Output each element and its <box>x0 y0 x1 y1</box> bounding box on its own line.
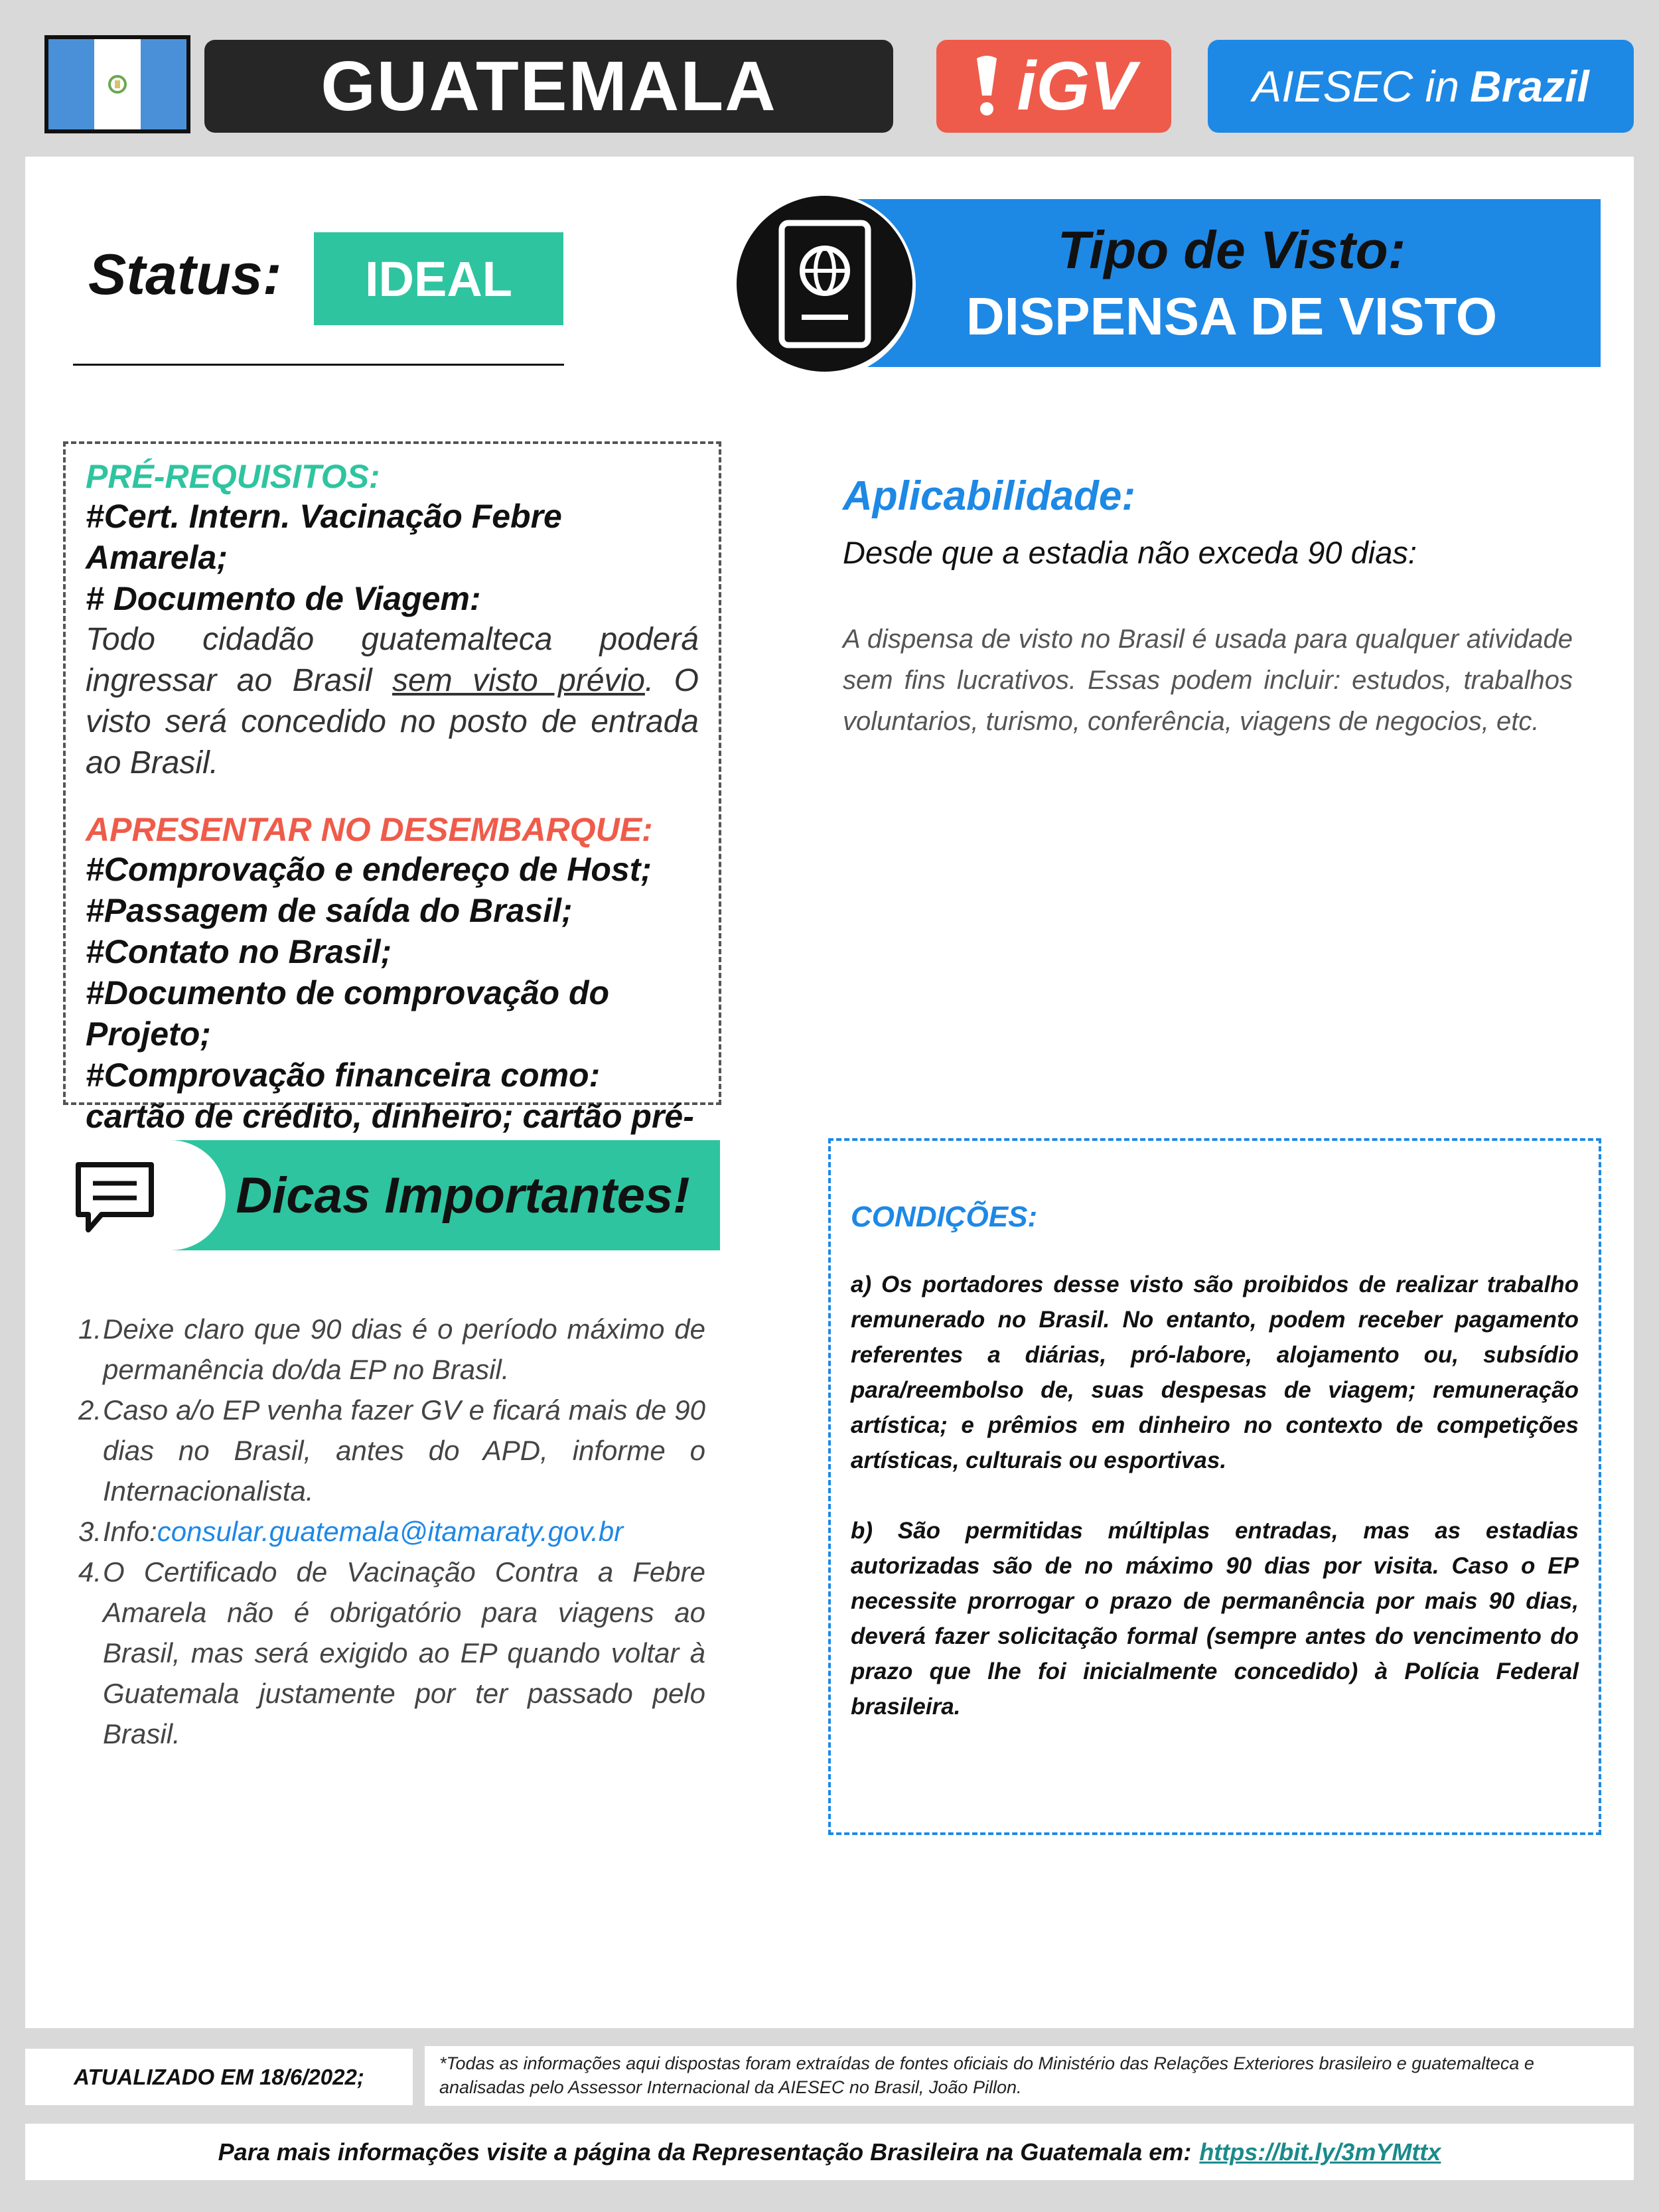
prerequisite-description: Todo cidadão guatemalteca poderá ingressar ao Brasil sem visto prévio. O visto será concedido no posto de entrada ao Brasil. <box>86 622 699 780</box>
status-divider <box>73 364 564 366</box>
applicability-subtitle: Desde que a estadia não exceda 90 dias: <box>843 535 1417 570</box>
guatemala-flag-icon <box>44 35 190 133</box>
arrival-item: #Comprovação e endereço de Host; <box>86 851 652 888</box>
visa-type-banner <box>849 199 1601 367</box>
arrival-item: #Comprovação financeira como: cartão de crédito, dinheiro; cartão pré- <box>86 1057 694 1135</box>
arrival-item: #Contato no Brasil; <box>86 933 392 970</box>
applicability-title: Aplicabilidade: <box>843 473 1135 519</box>
tips-banner <box>153 1140 720 1250</box>
more-info <box>25 2124 1634 2180</box>
pin-icon <box>972 54 1002 118</box>
aiesec-country: Brazil <box>1470 62 1589 111</box>
no-visa-underline: sem visto prévio <box>392 663 645 698</box>
prerequisite-item: # Documento de Viagem: <box>86 580 481 617</box>
condition-a: a) Os portadores desse visto são proibidos de realizar trabalho remunerado no Brasil. No entanto, podem receber pagamento referentes a diárias, pró-labore, alojamento ou, subsídio para/reembolso de, suas despesas de viagem; remuneração artística; e prêmios em dinheiro no contexto de competições artísticas, culturais ou esportivas. <box>851 1272 1579 1473</box>
arrival-item: #Documento de comprovação do Projeto; <box>86 974 610 1053</box>
chat-icon <box>72 1158 158 1238</box>
igv-badge <box>936 40 1171 133</box>
source-note: *Todas as informações aqui dispostas foram extraídas de fontes oficiais do Ministério das Relações Exteriores brasileiro e guatemalteca e analisadas pelo Assessor Internacional da AIESEC no Brasil, João Pillon. <box>425 2046 1634 2106</box>
visa-type-value: DISPENSA DE VISTO <box>966 286 1498 346</box>
tips-title: Dicas Importantes! <box>236 1167 690 1224</box>
list-item: 3. Info: consular.guatemala@itamaraty.gov.br <box>78 1511 705 1552</box>
list-item: 1. Deixe claro que 90 dias é o período máximo de permanência do/da EP no Brasil. <box>78 1313 705 1385</box>
aiesec-prefix: AIESEC in <box>1252 62 1460 111</box>
aiesec-badge <box>1208 40 1634 133</box>
prerequisite-item: #Cert. Intern. Vacinação Febre Amarela; <box>86 498 562 576</box>
status-badge: IDEAL <box>314 232 563 325</box>
more-info-link[interactable]: https://bit.ly/3mYMttx <box>1199 2138 1441 2166</box>
list-item: 2. Caso a/o EP venha fazer GV e ficará mais de 90 dias no Brasil, antes do APD, informe o Internacionalista. <box>78 1394 705 1507</box>
prerequisites-heading: PRÉ-REQUISITOS: <box>86 458 380 495</box>
list-item: 4. O Certificado de Vacinação Contra a Febre Amarela não é obrigatório para viagens ao Brasil, mas será exigido ao EP quando voltar à Guatemala justamente por ter passado pelo Brasil. <box>78 1556 705 1749</box>
tips-list <box>78 1309 705 1754</box>
arrival-heading: APRESENTAR NO DESEMBARQUE: <box>86 811 653 848</box>
passport-icon <box>737 196 912 372</box>
country-title: GUATEMALA <box>204 40 893 133</box>
more-info-text: Para mais informações visite a página da Representação Brasileira na Guatemala em: <box>218 2138 1192 2166</box>
conditions-title: CONDIÇÕES: <box>851 1201 1038 1233</box>
applicability-description: A dispensa de visto no Brasil é usada para qualquer atividade sem fins lucrativos. Essas podem incluir: estudos, trabalhos voluntarios, turismo, conferência, viagens de negocios, etc. <box>843 625 1573 736</box>
updated-date: ATUALIZADO EM 18/6/2022; <box>25 2049 413 2105</box>
igv-label: iGV <box>1017 47 1136 125</box>
arrival-item: #Passagem de saída do Brasil; <box>86 892 573 929</box>
consulate-email-link[interactable]: consular.guatemala@itamaraty.gov.br <box>157 1516 624 1547</box>
prerequisites-box <box>63 441 721 1135</box>
status-label: Status: <box>88 243 282 307</box>
visa-type-title: Tipo de Visto: <box>1057 220 1406 279</box>
conditions-box <box>828 1138 1601 1835</box>
condition-b: b) São permitidas múltiplas entradas, mas as estadias autorizadas são de no máximo 90 dias por visita. Caso o EP necessite prorrogar o prazo de permanência por mais 90 dias, deverá fazer solicitação formal (sempre antes do vencimento do prazo que lhe foi inicialmente concedido) à Polícia Federal brasileira. <box>851 1518 1579 1720</box>
